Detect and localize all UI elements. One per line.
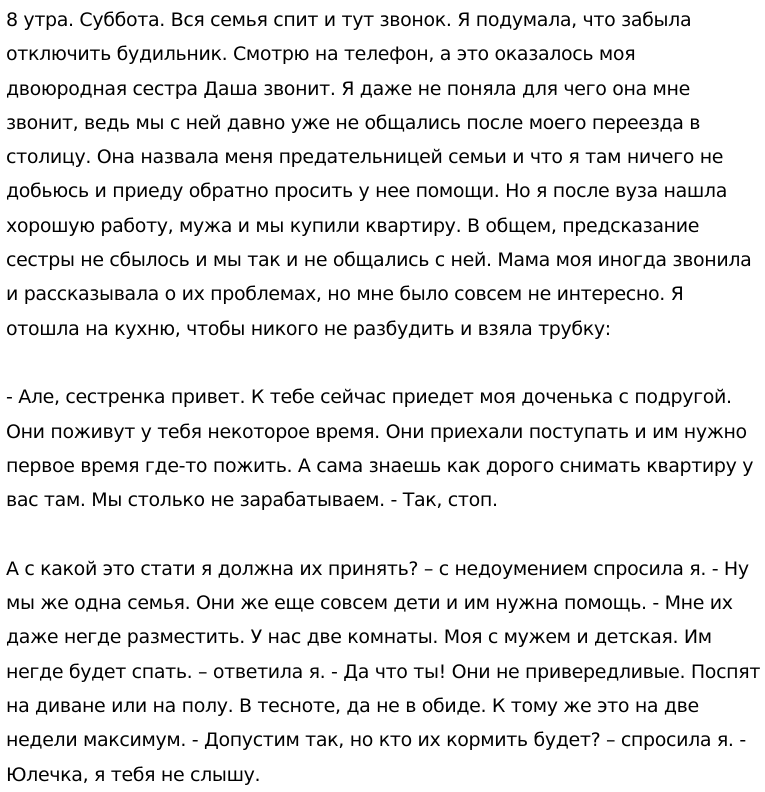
paragraph-3: А с какой это стати я должна их принять? – с недоумением спросила я. - Ну мы же одна семья. Они же еще совсем дети и им нужна помощь. - Мне их даже негде разместить. У нас две комнаты. Моя с мужем и детская. Им негде будет спать. – ответила я. - Да что ты! Они не привередливые. Поспят на диване или на полу. В тесноте, да не в обиде. К тому же это на две недели максимум. - Допустим так, но кто их кормить будет? – спросила я. - Юлечка, я тебя не слышу. [6,557,761,786]
paragraph-1: 8 утра. Суббота. Вся семья спит и тут звонок. Я подумала, что забыла отключить будильник. Смотрю на телефон, а это оказалось моя двоюродная сестра Даша звонит. Я даже не поняла для чего она мне звонит, ведь мы с ней давно уже не общались после моего переезда в столицу. Она назвала меня предательницей семьи и что я там ничего не добьюсь и приеду обратно просить у нее помощи. Но я после вуза нашла хорошую работу, мужа и мы купили квартиру. В общем, предсказание сестры не сбылось и мы так и не общались с ней. Мама моя иногда звонила и рассказывала о их проблемах, но мне было совсем не интересно. Я отошла на кухню, чтобы никого не разбудить и взяла трубку: [6,9,752,340]
article-text [6,3,761,792]
paragraph-2: - Але, сестренка привет. К тебе сейчас приедет моя доченька с подругой. Они поживут у тебя некоторое время. Они приехали поступать и им нужно первое время где-то пожить. А сама знаешь как дорого снимать квартиру у вас там. Мы столько не зарабатываем. - Так, стоп. [6,386,754,512]
